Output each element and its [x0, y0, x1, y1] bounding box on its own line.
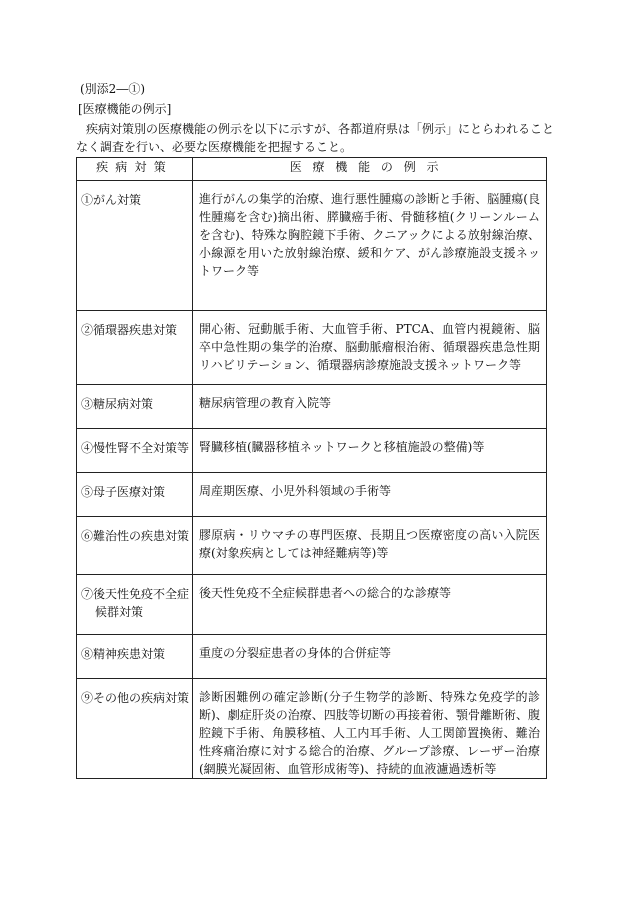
- table-row: [77, 517, 547, 575]
- row-examples: 糖尿病管理の教育入院等: [193, 385, 547, 429]
- intro-paragraph-line-2: なく調査を行い、必要な医療機能を把握すること。: [76, 140, 353, 154]
- table-row: [77, 311, 547, 385]
- annex-label: (別添2―①): [80, 82, 145, 96]
- row-examples: 後天性免疫不全症候群患者への総合的な診療等: [193, 575, 547, 635]
- header-medical-function-examples: 医療機能の例示: [193, 158, 547, 181]
- row-category: ⑧精神疾患対策: [77, 635, 193, 679]
- row-category: ①がん対策: [77, 181, 193, 311]
- row-examples: 開心術、冠動脈手術、大血管手術、PTCA、血管内視鏡術、脳卒中急性期の集学的治療、脳動脈瘤根治術、循環器疾患急性期リハビリテーション、循環器病診療施設支援ネットワーク等: [193, 311, 547, 385]
- row-examples: 診断困難例の確定診断(分子生物学的診断、特殊な免疫学的診断)、劇症肝炎の治療、四肢等切断の再接着術、顎骨離断術、腹腔鏡下手術、角膜移植、人工内耳手術、人工関節置換術、難治性疼痛治療に対する総合的治療、グループ診療、レーザー治療(網膜光凝固術、血管形成術等)、持続的血液濾過透析等: [193, 679, 547, 779]
- table-row: [77, 575, 547, 635]
- row-category: ④慢性腎不全対策等: [77, 429, 193, 473]
- section-heading: [医療機能の例示]: [78, 102, 172, 116]
- row-category-line-1: ⑦後天性免疫不全症: [81, 587, 190, 601]
- row-category: ⑨その他の疾病対策: [77, 679, 193, 779]
- row-category: [77, 575, 193, 635]
- table-row: [77, 429, 547, 473]
- row-examples: 膠原病・リウマチの専門医療、長期且つ医療密度の高い入院医療(対象疾病としては神経難病等)等: [193, 517, 547, 575]
- header-disease-measures: 疾病対策: [77, 158, 193, 181]
- table-row: [77, 181, 547, 311]
- row-category: ⑥難治性の疾患対策: [77, 517, 193, 575]
- row-examples: 進行がんの集学的治療、進行悪性腫瘍の診断と手術、脳腫瘍(良性腫瘍を含む)摘出術、膵臓癌手術、骨髄移植(クリーンルームを含む)、特殊な胸腔鏡下手術、クニアックによる放射線治療、小線源を用いた放射線治療、緩和ケア、がん診療施設支援ネットワーク等: [193, 181, 547, 311]
- medical-function-table: [76, 157, 547, 779]
- row-examples: 重度の分裂症患者の身体的合併症等: [193, 635, 547, 679]
- table-header-row: [77, 158, 547, 181]
- table-row: [77, 635, 547, 679]
- table-row: [77, 679, 547, 779]
- intro-paragraph-line-1: 疾病対策別の医療機能の例示を以下に示すが、各都道府県は「例示」にとらわれること: [86, 122, 555, 136]
- row-category-line-2: 候群対策: [95, 605, 144, 619]
- table-row: [77, 385, 547, 429]
- table-row: [77, 473, 547, 517]
- row-examples: 腎臓移植(臓器移植ネットワークと移植施設の整備)等: [193, 429, 547, 473]
- row-category: ⑤母子医療対策: [77, 473, 193, 517]
- row-category: ②循環器疾患対策: [77, 311, 193, 385]
- row-category: ③糖尿病対策: [77, 385, 193, 429]
- row-examples: 周産期医療、小児外科領域の手術等: [193, 473, 547, 517]
